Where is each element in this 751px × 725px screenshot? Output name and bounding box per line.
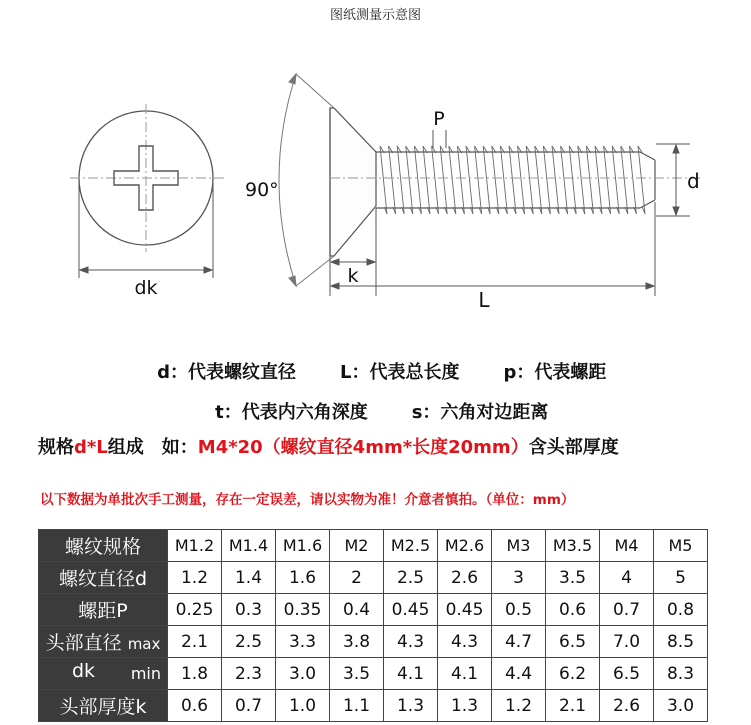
table-cell: 0.5	[492, 594, 546, 626]
table-cell: M3	[492, 530, 546, 562]
length-label: L	[478, 288, 490, 312]
spec-mid: 组成 如：	[107, 437, 198, 458]
table-cell: 1.8	[168, 658, 222, 690]
thread-line	[449, 146, 456, 214]
legend-t: t：代表内六角深度	[215, 402, 368, 423]
table-cell: 3.0	[276, 658, 330, 690]
table-cell: 3.3	[276, 626, 330, 658]
row-header-label: dk	[72, 660, 96, 682]
table-cell: 0.6	[168, 690, 222, 722]
table-cell: 6.5	[546, 626, 600, 658]
row-header	[39, 530, 168, 562]
thread-line	[586, 146, 593, 214]
legend-line-2	[0, 377, 751, 424]
thread-line	[595, 146, 602, 214]
table-row	[39, 658, 708, 690]
table-cell: 1.3	[438, 690, 492, 722]
table-cell: 7.0	[600, 626, 654, 658]
table-cell: 0.7	[600, 594, 654, 626]
thread-line	[552, 146, 559, 214]
row-header-sublabel: max	[127, 635, 161, 653]
table-cell: 1.2	[168, 562, 222, 594]
table-cell: 1.0	[276, 690, 330, 722]
table-row	[39, 690, 708, 722]
table-cell: 0.4	[330, 594, 384, 626]
angle-arc	[279, 74, 296, 286]
thread-line	[561, 146, 568, 214]
thread-line	[518, 146, 525, 214]
table-cell: 8.5	[654, 626, 708, 658]
table-row	[39, 562, 708, 594]
thread-line	[569, 146, 576, 214]
table-cell: M2.6	[438, 530, 492, 562]
thread-line	[638, 146, 645, 214]
thread-line	[543, 146, 550, 214]
table-cell: 5	[654, 562, 708, 594]
diameter-label: d	[687, 169, 700, 193]
table-cell: M2	[330, 530, 384, 562]
row-header	[39, 562, 168, 594]
table-cell: 4.1	[438, 658, 492, 690]
table-cell: 0.35	[276, 594, 330, 626]
thread-line	[535, 146, 542, 214]
pitch-label: P	[433, 108, 445, 130]
row-header-label: 头部厚度k	[59, 696, 147, 718]
head-thickness-label: k	[347, 265, 359, 287]
thread-line	[423, 146, 430, 214]
row-header	[39, 594, 168, 626]
thread-line	[492, 146, 499, 214]
table-cell: 0.8	[654, 594, 708, 626]
table-cell: 3.8	[330, 626, 384, 658]
table-cell: 4	[600, 562, 654, 594]
measurement-note: 以下数据为单批次手工测量，存在一定误差，请以实物为准！介意者慎拍。（单位：mm）	[40, 492, 575, 508]
thread-line	[440, 146, 447, 214]
table-cell: 1.4	[222, 562, 276, 594]
thread-line	[578, 146, 585, 214]
table-cell: 4.1	[384, 658, 438, 690]
table-cell: 1.2	[492, 690, 546, 722]
table-cell: 2.6	[438, 562, 492, 594]
thread-line	[483, 146, 490, 214]
table-cell: 0.3	[222, 594, 276, 626]
row-header	[39, 658, 168, 690]
table-cell: 2	[330, 562, 384, 594]
table-cell: M5	[654, 530, 708, 562]
thread-line	[414, 146, 421, 214]
legend-s: s：六角对边距离	[411, 402, 549, 423]
table-cell: 3.5	[330, 658, 384, 690]
head-diameter-label: dk	[134, 277, 158, 299]
table-row	[39, 594, 708, 626]
table-cell: M1.2	[168, 530, 222, 562]
row-header-sublabel: min	[130, 664, 161, 683]
thread-line	[466, 146, 473, 214]
row-header-label: 螺纹规格	[64, 536, 141, 558]
table-cell: 1.3	[384, 690, 438, 722]
table-cell: 4.7	[492, 626, 546, 658]
thread-line	[432, 146, 439, 214]
thread-line	[526, 146, 533, 214]
row-header-label: 螺纹直径d	[58, 568, 148, 590]
spec-table	[38, 529, 708, 722]
legend-l: L：代表总长度	[340, 362, 460, 383]
table-cell: 2.5	[222, 626, 276, 658]
table-cell: 3	[492, 562, 546, 594]
thread-line	[406, 146, 413, 214]
table-cell: 1.6	[276, 562, 330, 594]
table-cell: 2.1	[546, 690, 600, 722]
table-cell: 1.1	[330, 690, 384, 722]
thread-line	[475, 146, 482, 214]
table-cell: 3.5	[546, 562, 600, 594]
legend-d: d：代表螺纹直径	[157, 362, 297, 383]
thread-line	[604, 146, 611, 214]
table-cell: 3.0	[654, 690, 708, 722]
spec-line	[38, 433, 619, 459]
table-cell: M3.5	[546, 530, 600, 562]
table-cell: 6.5	[600, 658, 654, 690]
legend-p: p：代表螺距	[503, 362, 607, 383]
table-cell: 2.5	[384, 562, 438, 594]
table-cell: 8.3	[654, 658, 708, 690]
thread-line	[621, 146, 628, 214]
table-cell: M4	[600, 530, 654, 562]
table-cell: 4.4	[492, 658, 546, 690]
thread-line	[509, 146, 516, 214]
table-cell: 0.25	[168, 594, 222, 626]
table-cell: M1.4	[222, 530, 276, 562]
table-cell: M1.6	[276, 530, 330, 562]
spec-suffix: 含头部厚度	[528, 437, 619, 458]
table-cell: 2.6	[600, 690, 654, 722]
row-header-label: 头部直径	[45, 632, 122, 654]
row-header	[39, 690, 168, 722]
row-header	[39, 626, 168, 658]
table-cell: 4.3	[384, 626, 438, 658]
table-row	[39, 530, 708, 562]
thread-line	[397, 146, 404, 214]
page-title: 图纸测量示意图	[329, 8, 421, 23]
table-cell: 6.2	[546, 658, 600, 690]
thread-line	[500, 146, 507, 214]
thread-line	[380, 146, 387, 214]
spec-prefix: 规格	[38, 437, 74, 458]
table-cell: 4.3	[438, 626, 492, 658]
table-cell: 2.1	[168, 626, 222, 658]
thread-line	[457, 146, 464, 214]
screw-head-side	[330, 108, 376, 256]
table-cell: 0.6	[546, 594, 600, 626]
table-cell: 0.45	[438, 594, 492, 626]
table-cell: 2.3	[222, 658, 276, 690]
thread-line	[389, 146, 396, 214]
table-row	[39, 626, 708, 658]
spec-example: M4*20（螺纹直径4mm*长度20mm）	[197, 437, 529, 458]
thread-line	[612, 146, 619, 214]
thread-line	[629, 146, 636, 214]
spec-formula: d*L	[74, 437, 108, 458]
angle-label: 90°	[245, 179, 279, 201]
row-header-label: 螺距P	[78, 600, 128, 622]
table-cell: 0.7	[222, 690, 276, 722]
table-cell: 0.45	[384, 594, 438, 626]
table-cell: M2.5	[384, 530, 438, 562]
